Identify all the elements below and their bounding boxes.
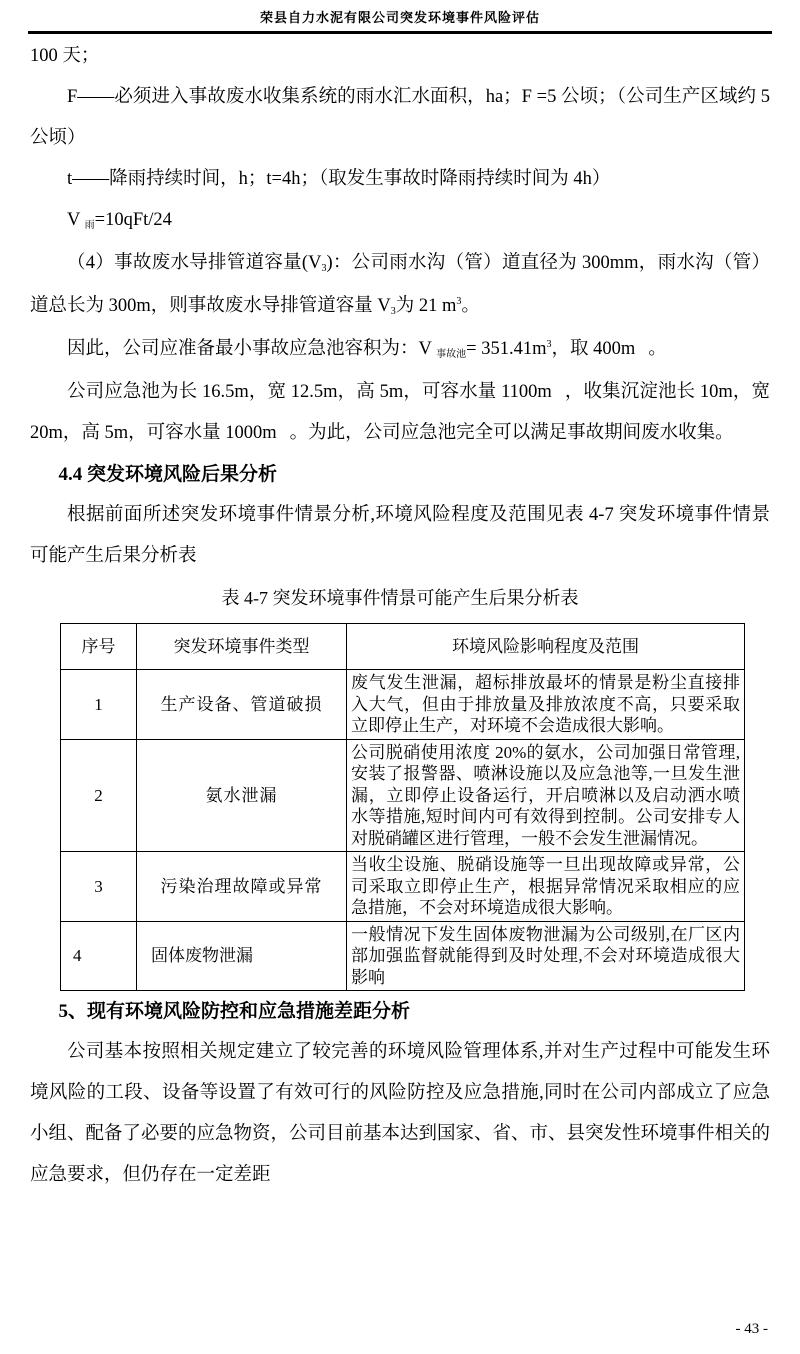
paragraph-pipe-capacity: [30, 243, 770, 329]
column-header-no: 序号: [61, 624, 137, 670]
v-accident-pool-subscript: 事故池: [436, 349, 467, 360]
paragraph-pool-dimensions-text: 公司应急池为长 16.5m，宽 12.5m，高 5m，可容水量 1100m: [67, 382, 552, 402]
paragraph-pipe-capacity-text: （4）事故废水导排管道容量(V: [67, 253, 322, 273]
paragraph-continuation: 100 天；: [30, 46, 100, 66]
paragraph-intro-table: 根据前面所述突发环境事件情景分析,环境风险程度及范围见表 4-7 突发环境事件情景可能产生后果分析表: [30, 505, 770, 566]
impact-description: 一般情况下发生固体废物泄漏为公司级别,在厂区内部加强监督就能得到及时处理,不会对环境造成很大影响: [347, 921, 745, 991]
paragraph-pool-volume-text: 因此，公司应准备最小事故应急池容积为：V: [67, 339, 432, 359]
table-row: [61, 921, 745, 991]
cubic-meter-superscript: 3: [546, 338, 552, 350]
section-4-4-heading: 4.4 突发环境风险后果分析: [58, 464, 278, 485]
section-5-heading: 5、现有环境风险防控和应急措施差距分析: [58, 1001, 411, 1022]
event-type: 氨水泄漏: [137, 739, 347, 852]
column-header-type: 突发环境事件类型: [137, 624, 347, 670]
row-number: 1: [61, 670, 137, 740]
paragraph-pool-volume-text: 。: [648, 339, 667, 359]
paragraph-pool-volume-text: ，取 400m: [551, 339, 636, 359]
paragraph-pipe-capacity-text: 。: [461, 296, 480, 316]
impact-description: 废气发生泄漏，超标排放最坏的情景是粉尘直接排入大气，但由于排放量及排放浓度不高，只要采取立即停止生产，对环境不会造成很大影响。: [347, 670, 745, 740]
v3-subscript: 3: [390, 306, 396, 317]
table-row: [61, 739, 745, 852]
paragraph-pool-dimensions-text: ，收集沉淀池长 10m，宽 20m，高 5m，可容水量 1000m: [30, 382, 770, 443]
section-5-paragraph: 公司基本按照相关规定建立了较完善的环境风险管理体系,并对生产过程中可能发生环境风险的工段、设备等设置了有效可行的风险防控及应急措施,同时在公司内部成立了应急小组、配备了必要的应急物资，公司目前基本达到国家、省、市、县突发性环境事件相关的应急要求，但仍存在一定差距: [30, 1042, 771, 1185]
table-row: [61, 852, 745, 922]
paragraph-pipe-capacity-text: )：公司雨水沟（管）道直径为 300mm，雨水沟（管）道总长为 300m，则事故废水导排管道容量 V: [30, 253, 770, 316]
table-row: [61, 670, 745, 740]
row-number: 2: [61, 739, 137, 852]
formula-v-rain-rest: =10qFt/24: [94, 210, 172, 230]
cubic-meter-superscript: 3: [456, 295, 462, 307]
row-number: 3: [61, 852, 137, 922]
row-number: 4: [61, 921, 137, 991]
paragraph-t-definition: t——降雨持续时间，h；t=4h；（取发生事故时降雨持续时间为 4h）: [67, 169, 611, 189]
formula-v-rain-subscript: 雨: [84, 220, 95, 231]
formula-v-rain: [30, 200, 770, 243]
consequence-analysis-table: [60, 623, 745, 991]
header-title: 荣县自力水泥有限公司突发环境事件风险评估: [259, 10, 540, 25]
paragraph-pool-dimensions: [30, 372, 770, 454]
paragraph-pool-dimensions-text: 。为此，公司应急池完全可以满足事故期间废水收集。: [289, 423, 734, 443]
formula-v-rain-base: V: [67, 210, 81, 230]
document-content: [30, 36, 770, 1196]
header-rule: [28, 31, 772, 34]
page-number: - 43 -: [735, 1321, 768, 1337]
event-type: 污染治理故障或异常: [137, 852, 347, 922]
event-type: 生产设备、管道破损: [137, 670, 347, 740]
event-type: 固体废物泄漏: [137, 921, 347, 991]
paragraph-pool-volume: [30, 329, 770, 372]
paragraph-pipe-capacity-text: 为 21 m: [395, 296, 457, 316]
paragraph-pool-volume-text: = 351.41m: [466, 339, 547, 359]
impact-description: 当收尘设施、脱硝设施等一旦出现故障或异常，公司采取立即停止生产，根据异常情况采取相应的应急措施，不会对环境造成很大影响。: [347, 852, 745, 922]
table-caption: 表 4-7 突发环境事件情景可能产生后果分析表: [221, 588, 579, 608]
v3-subscript: 3: [321, 263, 327, 274]
table-header-row: [61, 624, 745, 670]
paragraph-f-definition: F——必须进入事故废水收集系统的雨水汇水面积，ha；F =5 公顷；（公司生产区域约 5 公顷）: [30, 87, 770, 148]
impact-description: 公司脱硝使用浓度 20%的氨水，公司加强日常管理,安装了报警器、喷淋设施以及应急池等,一旦发生泄漏，立即停止设备运行，开启喷淋以及启动洒水喷水等措施,短时间内可有效得到控制。公司安排专人对脱硝罐区进行管理，一般不会发生泄漏情况。: [347, 739, 745, 852]
column-header-desc: 环境风险影响程度及范围: [347, 624, 745, 670]
